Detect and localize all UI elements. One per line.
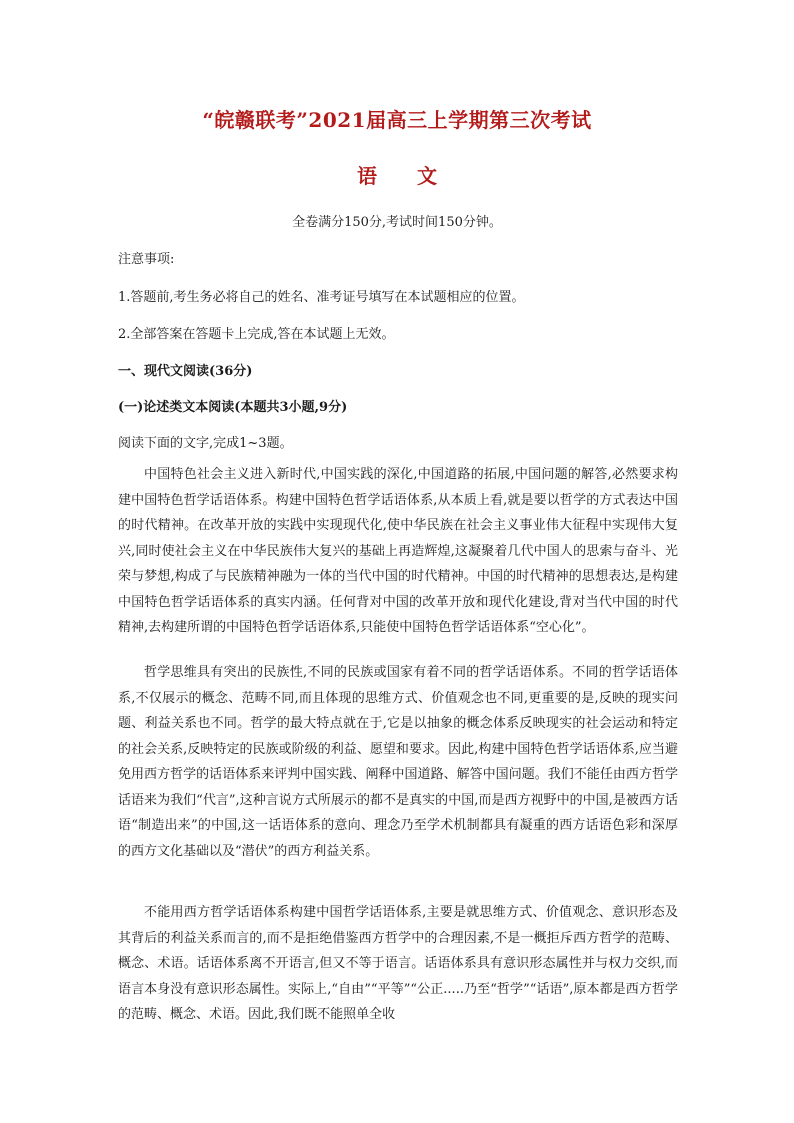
notes-heading: 注意事项: (118, 252, 175, 267)
section-heading: 一、现代文阅读(36分) (118, 364, 253, 379)
passage-paragraph: 不能用西方哲学话语体系构建中国哲学话语体系,主要是就思维方式、价值观念、意识形态及其背后的利益关系而言的,而不是拒绝借鉴西方哲学中的合理因素,不是一概拒斥西方哲学的范畴、概念、术语。话语体系离不开语言,但又不等于语言。话语体系具有意识形态属性并与权力交织,而语言本身没有意识形态属性。实际上,“自由”“平等”“公正.....乃至“哲学”“话语”,原本都是西方哲学的范畴、概念、术语。因此,我们既不能照单全收 (118, 905, 678, 1022)
subsection-heading: (一)论述类文本阅读(本题共3小题,9分) (118, 400, 348, 415)
passage-paragraph: 哲学思维具有突出的民族性,不同的民族或国家有着不同的哲学话语体系。不同的哲学话语体系,不仅展示的概念、范畴不同,而且体现的思维方式、价值观念也不同,更重要的是,反映的现实问题、利益关系也不同。哲学的最大特点就在于,它是以抽象的概念体系反映现实的社会运动和特定的社会关系,反映特定的民族或阶级的利益、愿望和要求。因此,构建中国特色哲学话语体系,应当避免用西方哲学的话语体系来评判中国实践、阐释中国道路、解答中国问题。我们不能任由西方哲学话语来为我们“代言”,这种言说方式所展示的都不是真实的中国,而是西方视野中的中国,是被西方话语“制造出来”的中国,这一话语体系的意向、理念乃至学术机制都具有凝重的西方话语色彩和深厚的西方文化基础以及“潜伏”的西方利益关系。 (118, 665, 678, 859)
note-item: 1.答题前,考生务必将自己的姓名、准考证号填写在本试题相应的位置。 (118, 290, 525, 305)
exam-info: 全卷满分150分,考试时间150分钟。 (292, 215, 502, 230)
subject-title: 语文 (357, 164, 477, 188)
note-item: 2.全部答案在答题卡上完成,答在本试题上无效。 (118, 327, 395, 342)
passage-paragraph: 中国特色社会主义进入新时代,中国实践的深化,中国道路的拓展,中国问题的解答,必然要求构建中国特色哲学话语体系。构建中国特色哲学话语体系,从本质上看,就是要以哲学的方式表达中国的时代精神。在改革开放的实践中实现现代化,使中华民族在社会主义事业伟大征程中实现伟大复兴,同时使社会主义在中华民族伟大复兴的基础上再造辉煌,这凝聚着几代中国人的思索与奋斗、光荣与梦想,构成了与民族精神融为一体的当代中国的时代精神。中国的时代精神的思想表达,是构建中国特色哲学话语体系的真实内涵。任何背对中国的改革开放和现代化建设,背对当代中国的时代精神,去构建所谓的中国特色哲学话语体系,只能使中国特色哲学话语体系“空心化”。 (118, 467, 678, 635)
exam-title: “皖赣联考”2021届高三上学期第三次考试 (202, 108, 592, 132)
reading-instruction: 阅读下面的文字,完成1~3题。 (118, 436, 293, 451)
